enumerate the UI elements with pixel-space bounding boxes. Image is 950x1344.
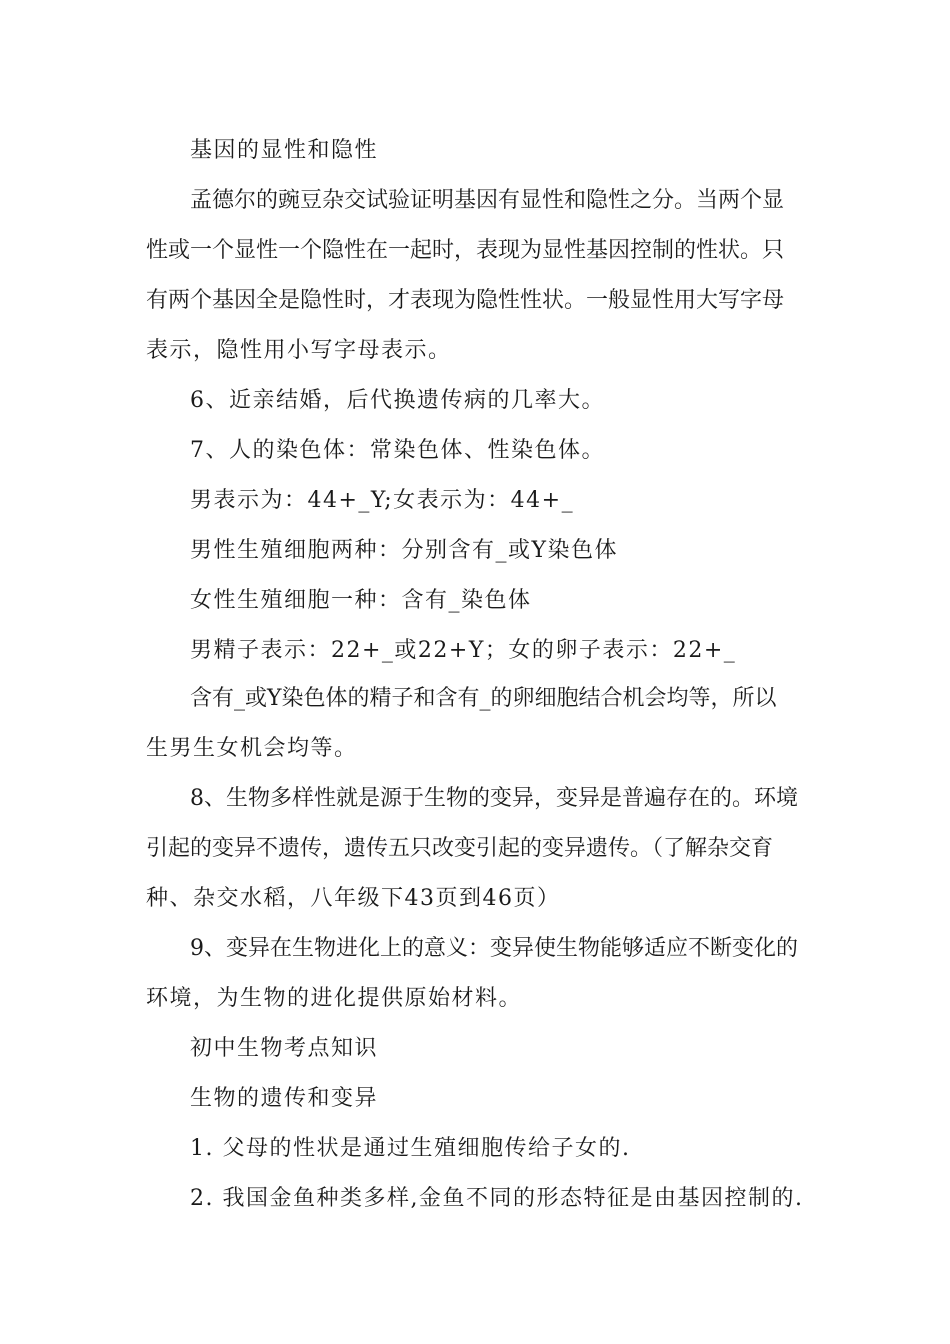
paragraph-line: 有两个基因全是隐性时，才表现为隐性性状。一般显性用大写字母 (146, 288, 785, 313)
paragraph-line: 孟德尔的豌豆杂交试验证明基因有显性和隐性之分。当两个显 (190, 188, 785, 213)
paragraph-line: 含有_或Y染色体的精子和含有_的卵细胞结合机会均等，所以 (190, 686, 777, 711)
paragraph-line: 生男生女机会均等。 (146, 736, 358, 761)
list-item: 9、变异在生物进化上的意义：变异使生物能够适应不断变化的 (190, 936, 798, 961)
paragraph-line: 引起的变异不遗传，遗传五只改变引起的变异遗传。（了解杂交育 (146, 836, 774, 861)
list-item: 2. 我国金鱼种类多样,金鱼不同的形态特征是由基因控制的. (190, 1186, 804, 1211)
section-heading: 基因的显性和隐性 (190, 138, 379, 163)
list-item: 6、近亲结婚，后代换遗传病的几率大。 (190, 388, 605, 413)
section-heading: 生物的遗传和变异 (190, 1086, 379, 1111)
list-item: 8、生物多样性就是源于生物的变异，变异是普遍存在的。环境 (190, 786, 798, 811)
paragraph-line: 表示，隐性用小写字母表示。 (146, 338, 452, 363)
paragraph-line: 性或一个显性一个隐性在一起时，表现为显性基因控制的性状。只 (146, 238, 785, 263)
list-item: 7、人的染色体：常染色体、性染色体。 (190, 438, 605, 463)
paragraph-line: 男精子表示：22+_或22+Y；女的卵子表示：22+_ (190, 638, 737, 663)
paragraph-line: 环境，为生物的进化提供原始材料。 (146, 986, 523, 1011)
section-heading: 初中生物考点知识 (190, 1036, 379, 1061)
paragraph-line: 男性生殖细胞两种：分别含有_或Y染色体 (190, 538, 619, 563)
paragraph-line: 女性生殖细胞一种：含有_染色体 (190, 588, 532, 613)
list-item: 1. 父母的性状是通过生殖细胞传给子女的. (190, 1136, 631, 1161)
paragraph-line: 男表示为：44+_Y;女表示为：44+_ (190, 488, 575, 513)
paragraph-line: 种、杂交水稻，八年级下43页到46页） (146, 886, 561, 911)
